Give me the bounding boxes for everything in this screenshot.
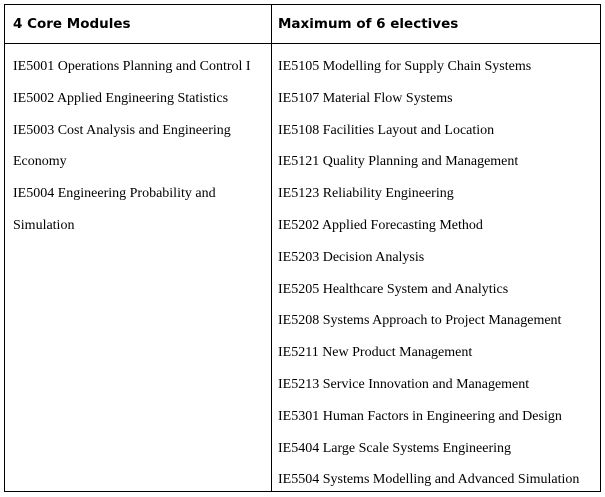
elective-line: IE5404 Large Scale Systems Engineering	[278, 440, 512, 456]
column-divider	[271, 5, 272, 491]
core-line: Economy	[13, 154, 67, 170]
elective-line: IE5105 Modelling for Supply Chain Systems	[278, 59, 532, 74]
elective-line: IE5202 Applied Forecasting Method	[278, 217, 483, 233]
elective-line: IE5301 Human Factors in Engineering and Design	[278, 408, 562, 424]
elective-line: IE5213 Service Innovation and Management	[278, 376, 530, 392]
core-line: IE5002 Applied Engineering Statistics	[13, 90, 229, 106]
header-electives: Maximum of 6 electives	[278, 16, 459, 32]
elective-line: IE5123 Reliability Engineering	[278, 186, 454, 202]
core-line: IE5003 Cost Analysis and Engineering	[13, 122, 231, 138]
electives-cell	[278, 51, 579, 496]
core-line: Simulation	[13, 217, 75, 233]
header-divider	[5, 43, 600, 44]
elective-line: IE5121 Quality Planning and Management	[278, 154, 519, 170]
elective-line: IE5203 Decision Analysis	[278, 249, 425, 265]
elective-line: IE5208 Systems Approach to Project Management	[278, 313, 562, 329]
header-core-modules: 4 Core Modules	[13, 16, 131, 32]
elective-line: IE5107 Material Flow Systems	[278, 90, 453, 106]
elective-line: IE5205 Healthcare System and Analytics	[278, 281, 509, 297]
core-modules-cell	[13, 51, 251, 242]
core-line: IE5001 Operations Planning and Control I	[13, 59, 251, 74]
elective-line: IE5504 Systems Modelling and Advanced Simulation	[278, 472, 580, 488]
elective-line: IE5108 Facilities Layout and Location	[278, 122, 495, 138]
modules-table	[4, 4, 601, 492]
core-line: IE5004 Engineering Probability and	[13, 186, 216, 202]
elective-line: IE5211 New Product Management	[278, 345, 473, 361]
